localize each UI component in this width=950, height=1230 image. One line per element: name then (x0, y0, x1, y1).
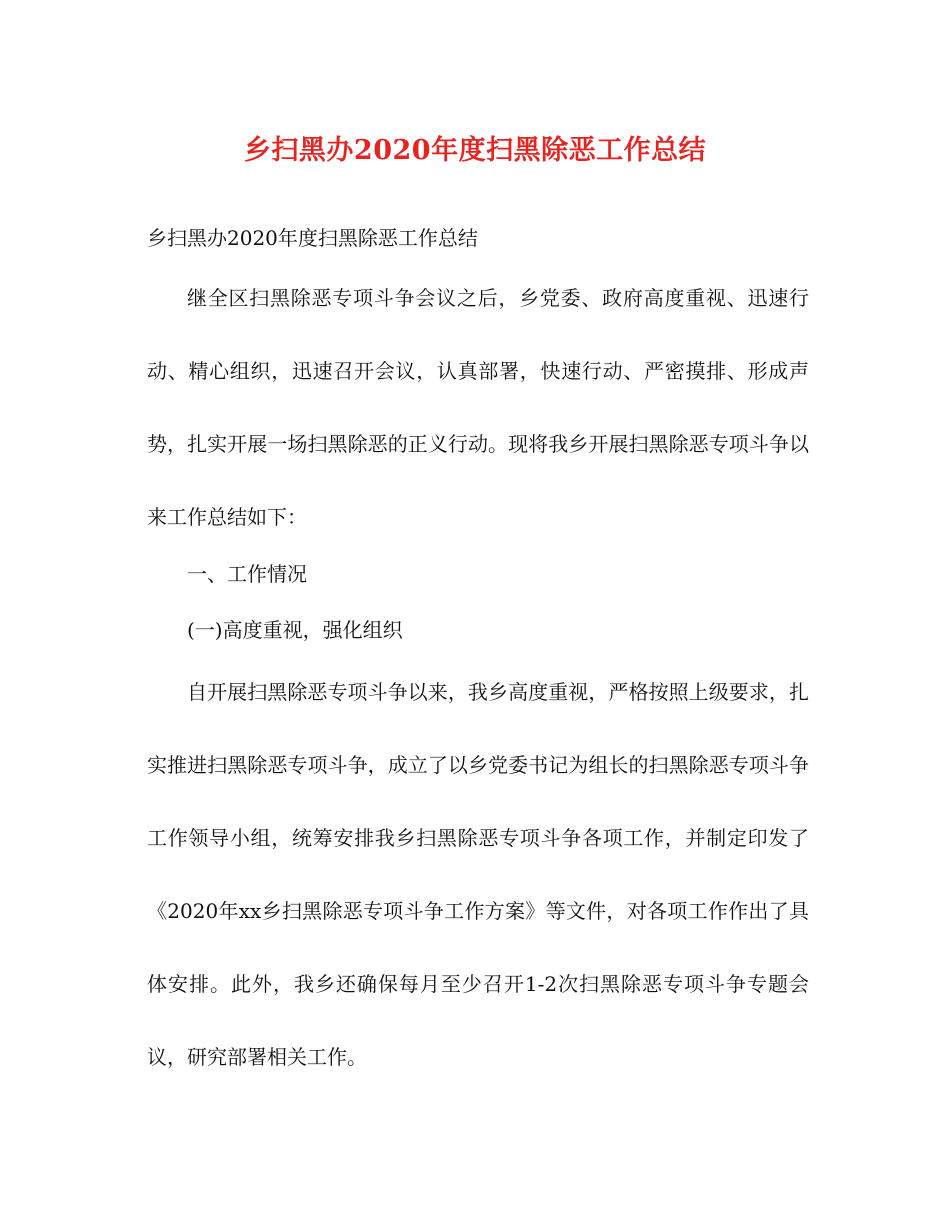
document-subtitle: 乡扫黑办2020年度扫黑除恶工作总结 (147, 226, 478, 250)
paragraph-organization: 自开展扫黑除恶专项斗争以来，我乡高度重视，严格按照上级要求，扎实推进扫黑除恶专项斗争，成立了以乡党委书记为组长的扫黑除恶专项斗争工作领导小组，统筹安排我乡扫黑除恶专项斗争各项工作，并制定印发了《2020年xx乡扫黑除恶专项斗争工作方案》等文件，对各项工作作出了具体安排。此外，我乡还确保每月至少召开1-2次扫黑除恶专项斗争专题会议，研究部署相关工作。 (147, 680, 809, 1069)
paragraph-intro: 继全区扫黑除恶专项斗争会议之后，乡党委、政府高度重视、迅速行动、精心组织，迅速召开会议，认真部署，快速行动、严密摸排、形成声势，扎实开展一场扫黑除恶的正义行动。现将我乡开展扫黑除恶专项斗争以来工作总结如下： (147, 286, 809, 529)
section-heading-work-situation: 一、工作情况 (187, 562, 307, 586)
subsection-heading-organization: (一)高度重视，强化组织 (187, 618, 403, 642)
document-title: 乡扫黑办2020年度扫黑除恶工作总结 (243, 135, 707, 166)
